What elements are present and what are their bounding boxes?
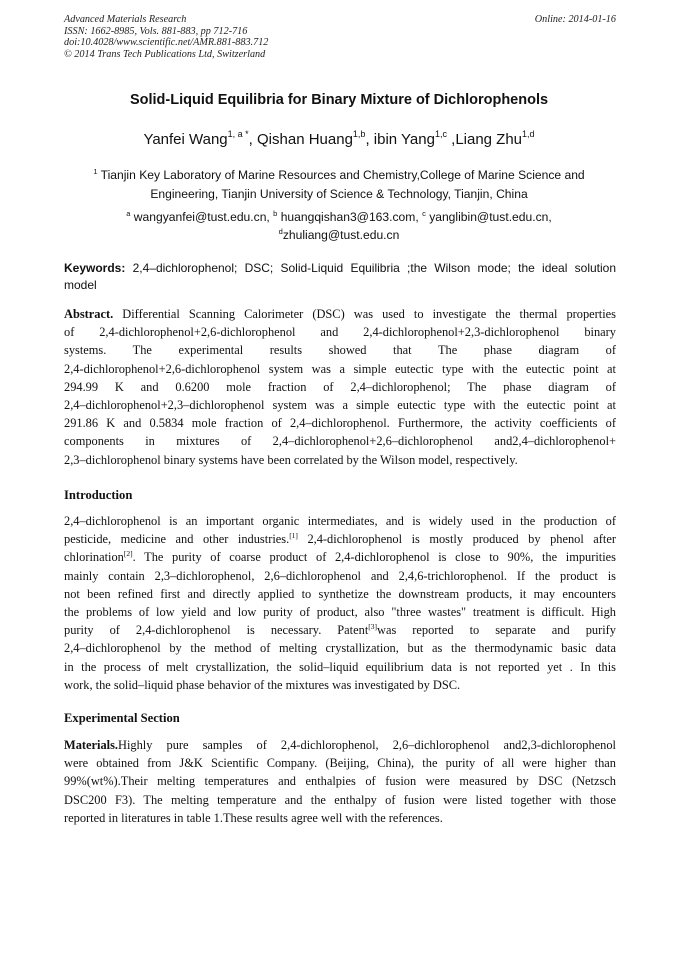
paragraph-line: mainly contain 2,3–dichlorophenol, 2,6–dichlorophenol and 2,4,6-trichlorophenol. If the product is xyxy=(64,568,616,583)
abstract-line: systems. The experimental results showed that The phase diagram of xyxy=(64,343,616,358)
paragraph-line: in the process of melt crystallization, the solid–liquid equilibrium data is not reported yet . In this xyxy=(64,659,616,674)
keywords-text: model xyxy=(64,278,97,292)
abstract-line: 294.99 K and 0.6200 mole fraction of 2,4–dichlorophenol; The phase diagram of xyxy=(64,379,616,394)
copyright-line: © 2014 Trans Tech Publications Ltd, Switzerland xyxy=(64,48,266,60)
abstract-line: Differential Scanning Calorimeter (DSC) was used to investigate the thermal properties xyxy=(113,307,616,321)
paragraph-line: was reported to separate and purify xyxy=(377,623,616,638)
abstract-line: 2,4–dichlorophenol+2,3–dichlorophenol system was a simple eutectic type with the eutectic point at xyxy=(64,398,616,413)
abstract-line: 2,3–dichlorophenol binary systems have been correlated by the Wilson model, respectively. xyxy=(64,452,518,467)
paragraph-line: DSC200 F3). The melting temperature and the enthalpy of fusion were listed together with those xyxy=(64,792,616,807)
author-separator: , xyxy=(248,131,258,148)
introduction-heading: Introduction xyxy=(64,488,133,502)
online-date: Online: 2014-01-16 xyxy=(534,14,616,25)
citation-ref[interactable]: [2] xyxy=(123,549,133,559)
citation-ref[interactable]: [3] xyxy=(368,622,378,632)
abstract-line: 291.86 K and 0.5834 mole fraction of 2,4–dichlorophenol. Furthermore, the activity coefficients of xyxy=(64,416,616,431)
abstract-line: components in mixtures of 2,4–dichlorophenol+2,6–dichlorophenol and2,4–dichlorophenol+ xyxy=(64,434,616,449)
email-superscript: c xyxy=(422,209,426,218)
keywords-label: Keywords: xyxy=(64,261,126,275)
email-superscript: a xyxy=(126,209,131,218)
paragraph-line: reported in literatures in table 1.These results agree well with the references. xyxy=(64,810,443,825)
paragraph-line: pesticide, medicine and other industries. xyxy=(64,532,290,547)
author-superscript: 1,c xyxy=(434,129,447,139)
paper-title: Solid-Liquid Equilibria for Binary Mixture of Dichlorophenols xyxy=(129,92,549,108)
materials-paragraph xyxy=(64,736,616,827)
affiliation-superscript: 1 xyxy=(93,167,98,176)
experimental-heading: Experimental Section xyxy=(64,711,180,725)
paragraph-line: 2,4-dichlorophenol is mostly produced by phenol after xyxy=(297,532,616,547)
journal-name: Advanced Materials Research xyxy=(64,14,187,25)
author-superscript: 1,d xyxy=(522,129,535,139)
issn-line: ISSN: 1662-8985, Vols. 881-883, pp 712-716 xyxy=(64,25,248,37)
affiliation-line: Engineering, Tianjin University of Science & Technology, Tianjin, China xyxy=(150,186,528,201)
author-superscript: 1,b xyxy=(352,129,366,139)
paragraph-line: not been refined first and directly applied to synthetize the downstream products, it may encounters xyxy=(64,586,616,601)
doi-line: doi:10.4028/www.scientific.net/AMR.881-883.712 xyxy=(64,37,269,49)
email-link[interactable]: huangqishan3@163.com, xyxy=(277,210,423,224)
email-link[interactable]: yanglibin@tust.edu.cn, xyxy=(425,210,552,224)
author-name: ibin Yang xyxy=(373,131,435,148)
email-superscript: d xyxy=(278,226,283,236)
paragraph-line: were obtained from J&K Scientific Company. (Beijing, China), the purity of all were higher than xyxy=(64,756,616,771)
keywords-text: 2,4–dichlorophenol; DSC; Solid-Liquid Equilibria ;the Wilson mode; the ideal solution xyxy=(125,261,616,275)
paragraph-line: the problems of low yield and low purity of product, also "three wastes" treatment is difficult. High xyxy=(64,605,616,620)
paragraph-line: Highly pure samples of 2,4-dichlorophenol, 2,6–dichlorophenol and2,3-dichlorophenol xyxy=(118,738,616,752)
paragraph-line: . The purity of coarse product of 2,4-dichlorophenol is close to 90%, the impurities xyxy=(132,550,616,565)
author-name: Yanfei Wang xyxy=(143,131,228,148)
email-link[interactable]: wangyanfei@tust.edu.cn, xyxy=(130,210,274,224)
introduction-paragraph xyxy=(64,512,616,694)
paragraph-line: 99%(wt%).Their melting temperatures and enthalpies of fusion were measured by DSC (Netzsch xyxy=(64,774,616,789)
paragraph-line: 2,4–dichlorophenol is an important organic intermediates, and is widely used in the production of xyxy=(64,514,616,528)
email-superscript: b xyxy=(273,209,278,218)
abstract-line: of 2,4-dichlorophenol+2,6-dichlorophenol and 2,4-dichlorophenol+2,3-dichlorophenol binary xyxy=(64,325,616,340)
journal-header xyxy=(64,14,616,60)
abstract-line: 2,4-dichlorophenol+2,6-dichlorophenol system was a simple eutectic type with the eutectic point at xyxy=(64,361,616,376)
materials-label: Materials. xyxy=(64,738,119,752)
paragraph-line: work, the solid–liquid phase behavior of the mixtures was investigated by DSC. xyxy=(64,677,461,692)
citation-ref[interactable]: [1] xyxy=(289,531,298,541)
author-separator: , xyxy=(365,131,374,148)
author-name: Liang Zhu xyxy=(455,131,523,148)
abstract-label: Abstract. xyxy=(64,307,114,321)
author-separator: , xyxy=(446,131,456,148)
email-list xyxy=(70,209,608,244)
affiliation xyxy=(70,166,608,203)
email-link[interactable]: zhuliang@tust.edu.cn xyxy=(282,227,400,242)
abstract xyxy=(64,305,616,469)
author-superscript: 1, a * xyxy=(227,129,249,139)
keywords xyxy=(64,260,616,294)
author-name: Qishan Huang xyxy=(257,131,353,148)
affiliation-line: Tianjin Key Laboratory of Marine Resources and Chemistry,College of Marine Science and xyxy=(97,168,585,182)
paragraph-line: chlorination xyxy=(64,550,124,565)
paragraph-line: 2,4–dichlorophenol by the method of melting crystallization, but as the thermodynamic basic data xyxy=(64,641,616,656)
paragraph-line: purity of 2,4-dichlorophenol is necessary. Patent xyxy=(64,623,369,638)
author-list xyxy=(0,131,678,148)
